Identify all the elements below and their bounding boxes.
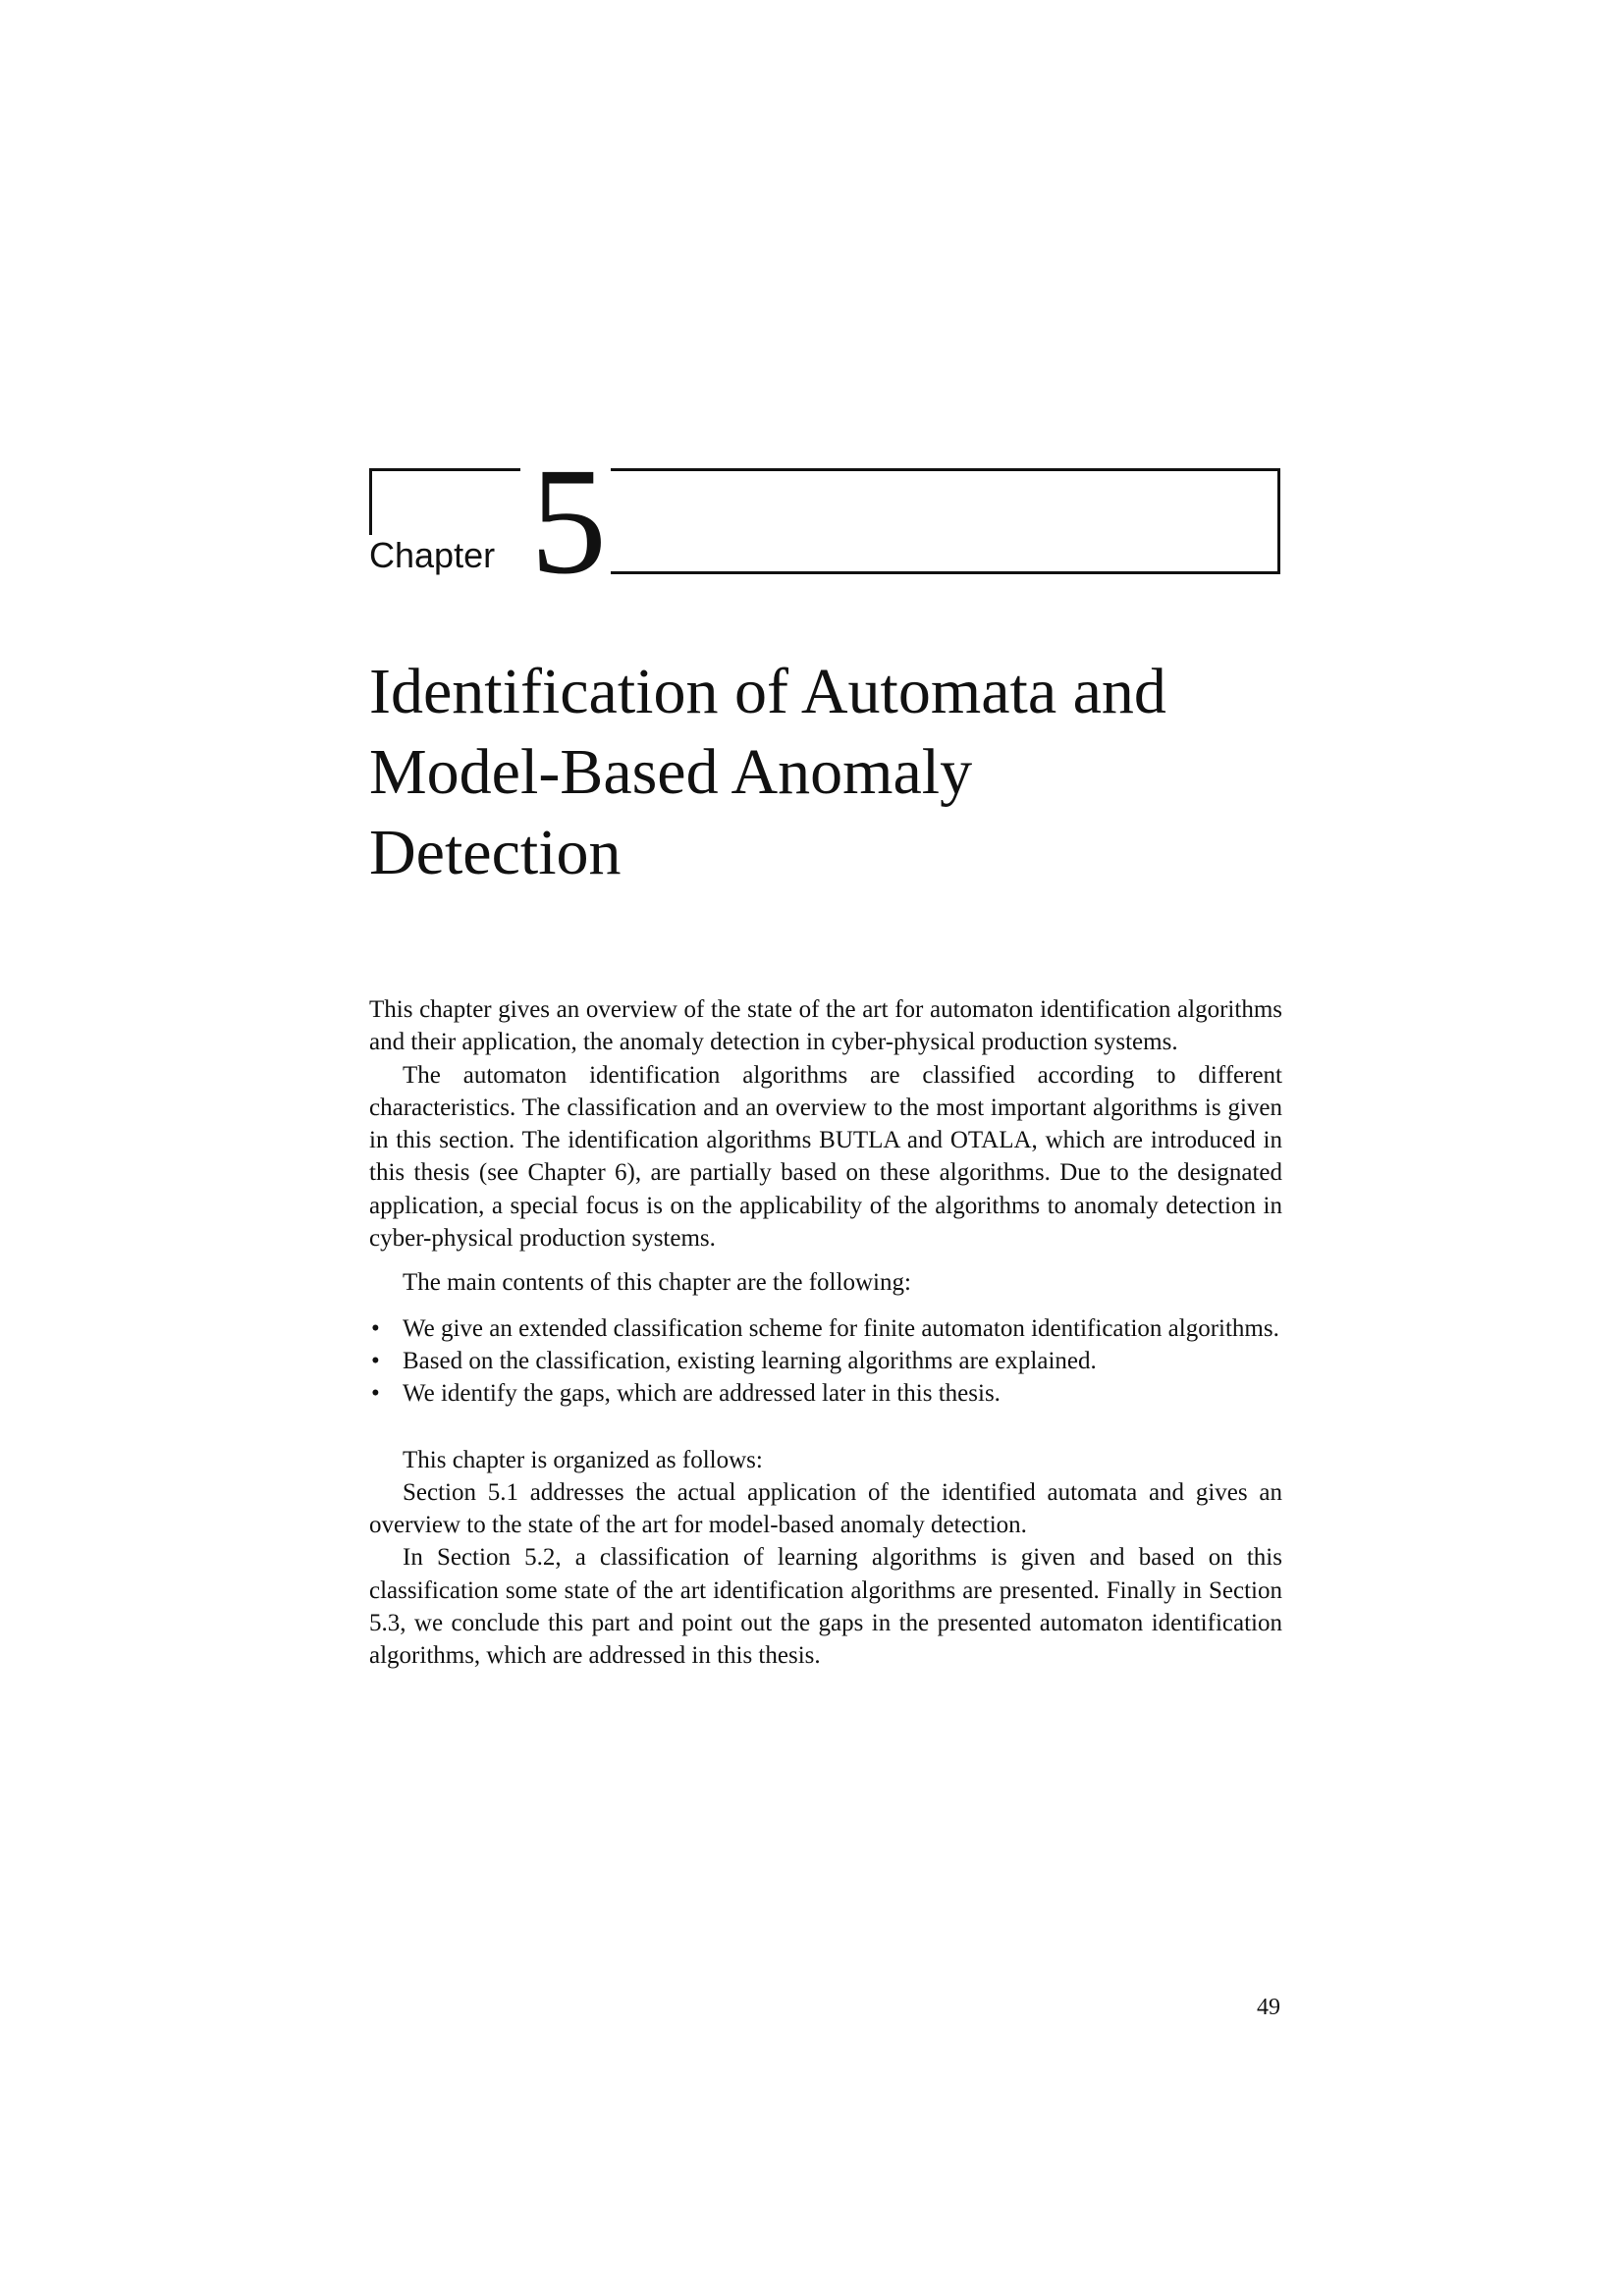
bullet-icon: • (371, 1380, 380, 1408)
intro-paragraph: This chapter gives an overview of the state of the art for automaton identification algorithms and their application, the anomaly detection in cyber-physical production systems. (369, 996, 1282, 1056)
chapter-title-line: Model-Based Anomaly (369, 736, 973, 808)
list-item (369, 1377, 1282, 1410)
bullet-icon: • (371, 1314, 380, 1342)
contents-intro-paragraph: The main contents of this chapter are the following: (403, 1269, 911, 1297)
frame-line (611, 468, 1280, 471)
frame-line (1277, 468, 1280, 574)
frame-line (369, 468, 372, 535)
bullet-icon: • (371, 1347, 380, 1374)
section-5-2-paragraph: In Section 5.2, a classification of learning algorithms is given and based on this classification some state of the art identification algorithms are presented. Finally in Section 5.3, we conclude this part and point out the gaps in the presented automaton identification algorithms, which are addressed in this thesis. (369, 1544, 1282, 1670)
contents-list (369, 1312, 1282, 1411)
frame-line (611, 571, 1280, 574)
list-item-text: We give an extended classification scheme for finite automaton identification algorithms. (403, 1314, 1279, 1342)
list-item-text: Based on the classification, existing learning algorithms are explained. (403, 1347, 1097, 1374)
chapter-body (369, 993, 1282, 1673)
list-item (369, 1312, 1282, 1345)
section-5-1-paragraph: Section 5.1 addresses the actual application of the identified automata and gives an overview to the state of the art for model-based anomaly detection. (369, 1478, 1282, 1539)
frame-line (369, 468, 520, 471)
chapter-number: 5 (530, 436, 607, 606)
page-number: 49 (1257, 1995, 1280, 2020)
chapter-label: Chapter (369, 535, 496, 575)
list-item-text: We identify the gaps, which are addressed later in this thesis. (403, 1380, 1001, 1408)
organization-intro-paragraph: This chapter is organized as follows: (403, 1446, 763, 1473)
chapter-title-line: Detection (369, 817, 622, 888)
classification-paragraph: The automaton identification algorithms are classified according to different characteristics. The classification and an overview to the most important algorithms is given in this section. The identification algorithms BUTLA and OTALA, which are introduced in this thesis (see Chapter 6), are partially based on these algorithms. Due to the designated application, a special focus is on the applicability of the algorithms to anomaly detection in cyber-physical production systems. (369, 1061, 1282, 1253)
list-item (369, 1345, 1282, 1377)
chapter-title (369, 652, 1282, 893)
chapter-title-line: Identification of Automata and (369, 656, 1166, 727)
chapter-header (369, 436, 1280, 606)
